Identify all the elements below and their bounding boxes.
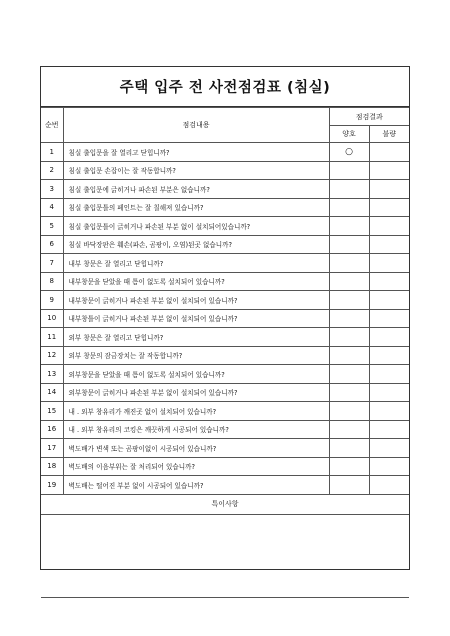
notes-header-row [41, 494, 409, 514]
table-row [41, 217, 409, 236]
row-number: 19 [41, 476, 63, 495]
row-number: 13 [41, 365, 63, 384]
table-row [41, 439, 409, 458]
row-number: 7 [41, 254, 63, 273]
table-row [41, 254, 409, 273]
notes-row [41, 514, 409, 597]
row-question: 벽도배의 이음부위는 잘 처리되어 있습니까? [63, 457, 329, 476]
good-checkbox-cell[interactable] [329, 309, 369, 328]
table-row [41, 309, 409, 328]
table-row [41, 402, 409, 421]
bad-checkbox-cell[interactable] [369, 328, 409, 347]
table-row [41, 235, 409, 254]
page-title: 주택 입주 전 사전점검표 (침실) [41, 67, 409, 107]
row-question: 내 . 외부 창유리가 깨진곳 없이 설치되어 있습니까? [63, 402, 329, 421]
table-row [41, 383, 409, 402]
bad-checkbox-cell[interactable] [369, 235, 409, 254]
bad-checkbox-cell[interactable] [369, 439, 409, 458]
table-row [41, 161, 409, 180]
good-checkbox-cell[interactable] [329, 235, 369, 254]
row-number: 12 [41, 346, 63, 365]
row-question: 침실 출입문틀이 긁히거나 파손된 부분 없이 설치되어있습니까? [63, 217, 329, 236]
table-row [41, 180, 409, 199]
row-question: 내부창틀이 긁히거나 파손된 부분 없이 설치되어 있습니까? [63, 309, 329, 328]
row-number: 2 [41, 161, 63, 180]
bad-checkbox-cell[interactable] [369, 476, 409, 495]
good-checkbox-cell[interactable] [329, 383, 369, 402]
good-checkbox-cell[interactable] [329, 476, 369, 495]
row-question: 벽도배가 변색 또는 곰팡이없이 시공되어 있습니까? [63, 439, 329, 458]
good-checkbox-cell[interactable] [329, 402, 369, 421]
table-row [41, 420, 409, 439]
row-question: 침실 출입문틀의 페인트는 잘 칠해져 있습니까? [63, 198, 329, 217]
table-row [41, 291, 409, 310]
checklist-body [41, 143, 409, 495]
row-number: 8 [41, 272, 63, 291]
good-checkbox-cell[interactable] [329, 328, 369, 347]
row-question: 외부 창문은 잘 열리고 닫힙니까? [63, 328, 329, 347]
table-row [41, 198, 409, 217]
header-good: 양호 [329, 126, 369, 143]
notes-field[interactable] [41, 514, 409, 597]
good-checkbox-cell[interactable] [329, 272, 369, 291]
row-number: 10 [41, 309, 63, 328]
table-row [41, 328, 409, 347]
good-checkbox-cell[interactable] [329, 346, 369, 365]
good-checkbox-cell[interactable] [329, 439, 369, 458]
bad-checkbox-cell[interactable] [369, 254, 409, 273]
good-checkbox-cell[interactable]: ○ [329, 143, 369, 162]
row-number: 3 [41, 180, 63, 199]
bad-checkbox-cell[interactable] [369, 272, 409, 291]
header-content: 점검내용 [63, 108, 329, 143]
checklist-table [41, 107, 409, 598]
bad-checkbox-cell[interactable] [369, 365, 409, 384]
bad-checkbox-cell[interactable] [369, 346, 409, 365]
row-question: 외부창문을 닫았을 때 틈이 없도록 설치되어 있습니까? [63, 365, 329, 384]
row-question: 내 . 외부 창유리의 코킹은 깨끗하게 시공되어 있습니까? [63, 420, 329, 439]
bad-checkbox-cell[interactable] [369, 143, 409, 162]
good-checkbox-cell[interactable] [329, 198, 369, 217]
checklist-sheet [40, 66, 410, 570]
header-number: 순번 [41, 108, 63, 143]
good-checkbox-cell[interactable] [329, 457, 369, 476]
header-row [41, 108, 409, 126]
row-question: 외부창문이 긁히거나 파손된 부분 없이 설치되어 있습니까? [63, 383, 329, 402]
row-number: 6 [41, 235, 63, 254]
row-number: 16 [41, 420, 63, 439]
good-checkbox-cell[interactable] [329, 420, 369, 439]
row-question: 내부 창문은 잘 열리고 닫힙니까? [63, 254, 329, 273]
bad-checkbox-cell[interactable] [369, 457, 409, 476]
row-number: 4 [41, 198, 63, 217]
row-question: 내부창문이 긁히거나 파손된 부분 없이 설치되어 있습니까? [63, 291, 329, 310]
row-question: 침실 출입문 손잡이는 잘 작동합니까? [63, 161, 329, 180]
row-question: 침실 출입문을 잘 열리고 닫힙니까? [63, 143, 329, 162]
row-question: 벽도배는 떨어진 부분 없이 시공되어 있습니까? [63, 476, 329, 495]
good-checkbox-cell[interactable] [329, 291, 369, 310]
good-checkbox-cell[interactable] [329, 180, 369, 199]
good-checkbox-cell[interactable] [329, 161, 369, 180]
good-checkbox-cell[interactable] [329, 365, 369, 384]
bad-checkbox-cell[interactable] [369, 309, 409, 328]
row-number: 17 [41, 439, 63, 458]
bad-checkbox-cell[interactable] [369, 161, 409, 180]
bad-checkbox-cell[interactable] [369, 383, 409, 402]
good-checkbox-cell[interactable] [329, 217, 369, 236]
row-number: 15 [41, 402, 63, 421]
table-row [41, 272, 409, 291]
row-question: 침실 바닥장판은 훼손(파손, 곰팡이, 오염)된곳 없습니까? [63, 235, 329, 254]
table-row [41, 143, 409, 162]
bad-checkbox-cell[interactable] [369, 198, 409, 217]
row-question: 침실 출입문에 긁히거나 파손된 부분은 없습니까? [63, 180, 329, 199]
good-checkbox-cell[interactable] [329, 254, 369, 273]
row-number: 11 [41, 328, 63, 347]
row-question: 내부창문을 닫았을 때 틈이 없도록 설치되어 있습니까? [63, 272, 329, 291]
notes-label: 특이사항 [41, 494, 409, 514]
row-number: 5 [41, 217, 63, 236]
row-question: 외부 창문의 잠금장치는 잘 작동합니까? [63, 346, 329, 365]
bad-checkbox-cell[interactable] [369, 291, 409, 310]
header-bad: 불량 [369, 126, 409, 143]
row-number: 14 [41, 383, 63, 402]
bad-checkbox-cell[interactable] [369, 420, 409, 439]
header-result: 점검결과 [329, 108, 409, 126]
row-number: 9 [41, 291, 63, 310]
row-number: 18 [41, 457, 63, 476]
table-row [41, 457, 409, 476]
bad-checkbox-cell[interactable] [369, 180, 409, 199]
table-row [41, 476, 409, 495]
bad-checkbox-cell[interactable] [369, 217, 409, 236]
row-number: 1 [41, 143, 63, 162]
bad-checkbox-cell[interactable] [369, 402, 409, 421]
table-row [41, 346, 409, 365]
table-row [41, 365, 409, 384]
